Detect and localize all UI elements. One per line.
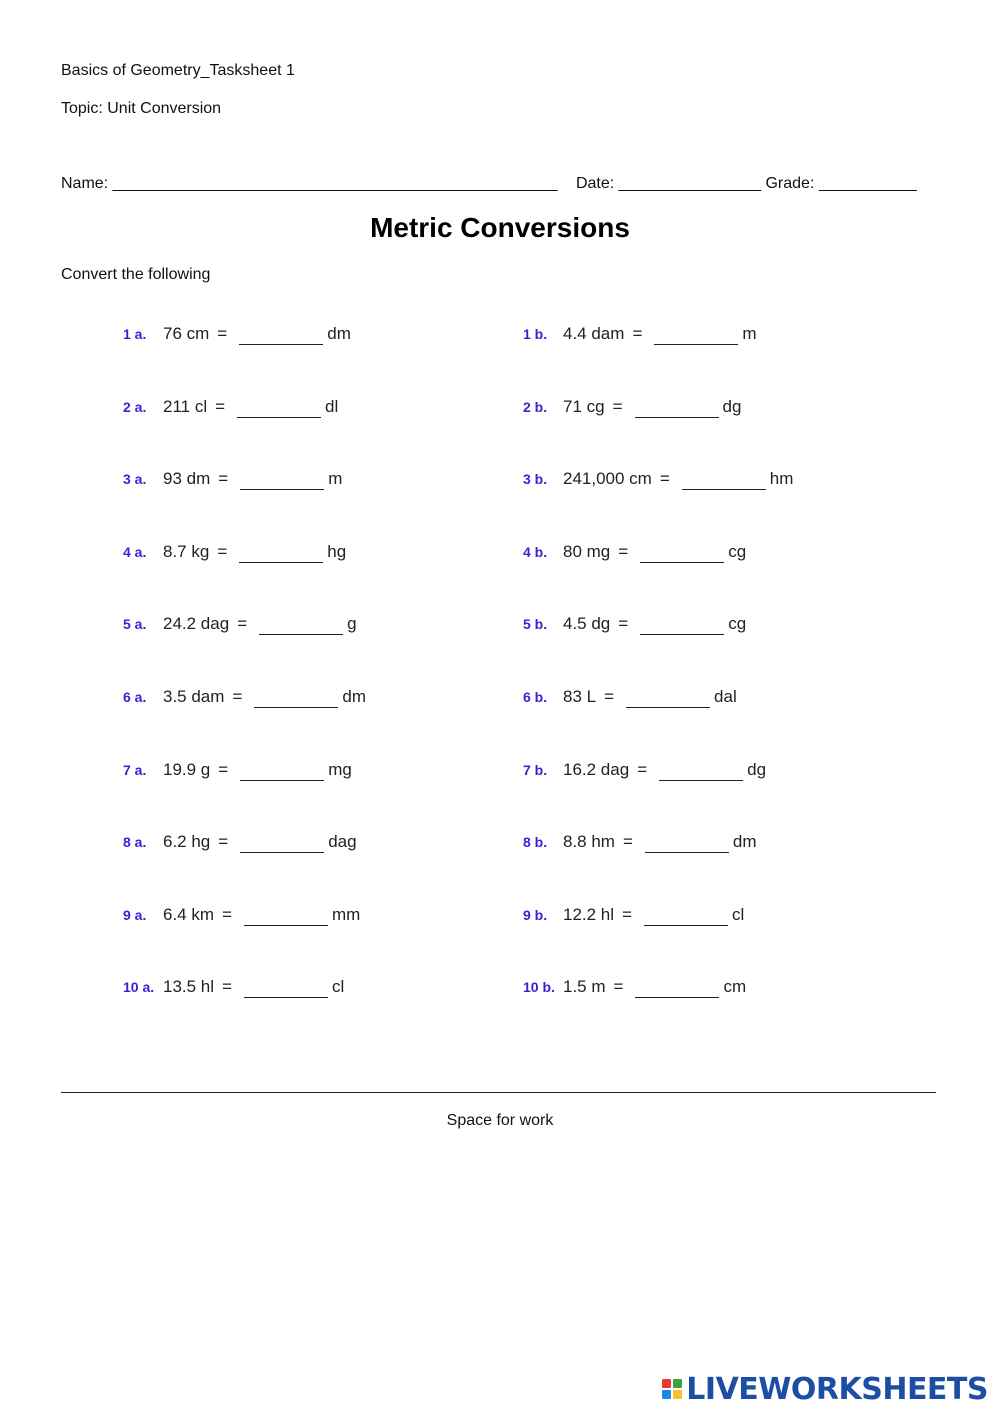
- problem-number: 3 b.: [523, 471, 548, 488]
- answer-input[interactable]: [239, 326, 323, 345]
- problem-number: 5 a.: [123, 616, 147, 633]
- answer-input[interactable]: [254, 689, 338, 708]
- given-value: 211 cl: [163, 396, 208, 416]
- equals-sign: =: [218, 832, 229, 852]
- equals-sign: =: [232, 687, 243, 706]
- target-unit: m: [742, 324, 757, 343]
- equals-sign: =: [618, 541, 629, 561]
- given-value: 241,000 cm: [563, 469, 652, 489]
- equals-sign: =: [237, 614, 248, 634]
- work-space-label: Space for work: [446, 1112, 554, 1129]
- problem-item: [523, 832, 757, 853]
- answer-input[interactable]: [682, 471, 766, 490]
- target-unit: dal: [714, 687, 737, 706]
- answer-input[interactable]: [635, 399, 719, 418]
- target-unit: cg: [728, 614, 747, 634]
- answer-input[interactable]: [239, 544, 323, 563]
- answer-input[interactable]: [644, 907, 728, 926]
- problem-item: [123, 905, 360, 926]
- problem-number: 1 a.: [123, 326, 147, 342]
- given-value: 4.4 dam: [563, 324, 625, 343]
- problem-number: 4 a.: [123, 543, 147, 560]
- given-value: 6.2 hg: [163, 832, 211, 852]
- equals-sign: =: [217, 324, 228, 343]
- target-unit: dag: [328, 832, 357, 852]
- problem-number: 5 b.: [523, 616, 548, 633]
- target-unit: hm: [769, 469, 794, 489]
- problem-item: [523, 905, 744, 926]
- name-label: Name:: [61, 175, 109, 192]
- brand-square-yellow: [673, 1390, 682, 1399]
- brand-square-blue: [662, 1390, 671, 1399]
- problem-item: [523, 469, 793, 490]
- equals-sign: =: [218, 759, 229, 779]
- brand-text: LIVEWORKSHEETS: [686, 1371, 988, 1407]
- target-unit: dm: [342, 687, 366, 706]
- problem-number: 2 a.: [123, 398, 147, 415]
- equals-sign: =: [637, 759, 648, 779]
- page-title: Metric Conversions: [370, 212, 630, 243]
- worksheet-title: Basics of Geometry_Tasksheet 1: [61, 62, 295, 79]
- problem-item: [523, 977, 746, 998]
- equals-sign: =: [622, 904, 632, 924]
- given-value: 12.2 hl: [563, 904, 615, 924]
- problem-number: 4 b.: [523, 543, 548, 560]
- equals-sign: =: [222, 977, 232, 997]
- given-value: 8.7 kg: [163, 541, 210, 561]
- problem-number: 7 b.: [523, 761, 548, 778]
- problem-item: [123, 832, 357, 853]
- target-unit: dg: [722, 396, 742, 416]
- answer-input[interactable]: [240, 834, 324, 853]
- brand-icon: [662, 1379, 682, 1399]
- brand-square-green: [673, 1379, 682, 1388]
- problem-number: 3 a.: [123, 471, 147, 488]
- answer-input[interactable]: [645, 834, 729, 853]
- answer-input[interactable]: [635, 979, 719, 998]
- target-unit: cg: [728, 541, 747, 561]
- student-info-row: [61, 175, 941, 193]
- target-unit: hg: [327, 541, 347, 561]
- problem-item: [123, 324, 351, 345]
- equals-sign: =: [632, 324, 643, 343]
- problem-item: [523, 324, 757, 345]
- answer-input[interactable]: [640, 616, 724, 635]
- divider-line: [61, 1092, 936, 1093]
- target-unit: mg: [328, 759, 352, 779]
- target-unit: cm: [723, 977, 747, 997]
- answer-input[interactable]: [659, 762, 743, 781]
- target-unit: m: [328, 469, 343, 489]
- answer-input[interactable]: [237, 399, 321, 418]
- problem-number: 10 a.: [123, 979, 155, 996]
- given-value: 8.8 hm: [563, 832, 615, 852]
- problem-item: [523, 687, 737, 708]
- given-value: 93 dm: [163, 469, 211, 489]
- equals-sign: =: [218, 469, 229, 489]
- date-field[interactable]: ________________: [618, 175, 762, 192]
- problem-number: 10 b.: [523, 979, 555, 996]
- answer-input[interactable]: [240, 762, 324, 781]
- target-unit: cl: [731, 904, 745, 924]
- grade-label: Grade:: [765, 175, 815, 192]
- given-value: 16.2 dag: [563, 759, 630, 779]
- problem-number: 6 a.: [123, 689, 147, 705]
- answer-input[interactable]: [244, 979, 328, 998]
- date-label: Date:: [575, 175, 615, 192]
- target-unit: dg: [747, 759, 767, 779]
- given-value: 24.2 dag: [163, 614, 230, 634]
- instruction-text: Convert the following: [61, 266, 211, 283]
- equals-sign: =: [217, 541, 228, 561]
- given-value: 13.5 hl: [163, 977, 215, 997]
- brand-square-red: [662, 1379, 671, 1388]
- target-unit: cl: [331, 977, 345, 997]
- problem-item: [123, 397, 338, 418]
- equals-sign: =: [622, 832, 633, 852]
- target-unit: dm: [327, 324, 351, 343]
- name-field[interactable]: __________________________________________________: [112, 175, 558, 192]
- equals-sign: =: [222, 904, 232, 924]
- problem-item: [123, 614, 357, 635]
- problem-item: [123, 469, 342, 490]
- problem-item: [123, 542, 346, 563]
- problem-item: [523, 760, 766, 781]
- problem-number: 7 a.: [123, 761, 147, 778]
- equals-sign: =: [659, 469, 670, 489]
- problem-number: 8 a.: [123, 834, 147, 851]
- given-value: 83 L: [563, 687, 597, 706]
- grade-field[interactable]: ___________: [818, 175, 917, 192]
- equals-sign: =: [612, 396, 623, 416]
- target-unit: dl: [325, 396, 339, 416]
- given-value: 6.4 km: [163, 904, 215, 924]
- problem-number: 9 a.: [123, 906, 147, 923]
- liveworksheets-logo: [662, 1372, 988, 1406]
- answer-input[interactable]: [654, 326, 738, 345]
- target-unit: mm: [331, 904, 361, 924]
- problem-item: [523, 542, 746, 563]
- answer-input[interactable]: [244, 907, 328, 926]
- given-value: 4.5 dg: [563, 614, 611, 634]
- problem-number: 8 b.: [523, 834, 548, 851]
- answer-input[interactable]: [640, 544, 724, 563]
- answer-input[interactable]: [626, 689, 710, 708]
- problem-number: 6 b.: [523, 689, 548, 705]
- equals-sign: =: [604, 687, 615, 706]
- problem-number: 9 b.: [523, 906, 548, 923]
- target-unit: dm: [732, 832, 757, 852]
- given-value: 71 cg: [563, 396, 605, 416]
- given-value: 1.5 m: [563, 977, 606, 997]
- equals-sign: =: [215, 396, 226, 416]
- equals-sign: =: [613, 977, 624, 997]
- equals-sign: =: [618, 614, 629, 634]
- worksheet-topic: Topic: Unit Conversion: [61, 100, 222, 117]
- given-value: 76 cm: [163, 324, 210, 343]
- problem-item: [123, 760, 352, 781]
- answer-input[interactable]: [240, 471, 324, 490]
- problem-item: [523, 614, 746, 635]
- problem-item: [523, 397, 741, 418]
- problem-number: 1 b.: [523, 326, 548, 342]
- given-value: 3.5 dam: [163, 687, 225, 706]
- problem-number: 2 b.: [523, 398, 548, 415]
- target-unit: g: [347, 614, 357, 634]
- given-value: 19.9 g: [163, 759, 211, 779]
- answer-input[interactable]: [259, 616, 343, 635]
- problem-item: [123, 687, 366, 708]
- problem-item: [123, 977, 344, 998]
- given-value: 80 mg: [563, 541, 611, 561]
